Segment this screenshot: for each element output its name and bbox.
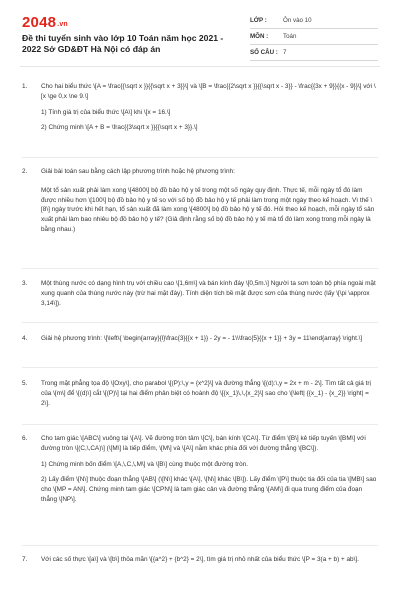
question-part: 1) Chứng minh bốn điểm \[A,\,C,\,M\] và \[B\] cùng thuộc một đường tròn.	[41, 460, 249, 468]
logo-text: 2048	[22, 14, 57, 31]
question-body	[41, 379, 378, 408]
question-body	[41, 555, 378, 565]
question-body	[41, 167, 378, 235]
meta-label: LỚP :	[250, 17, 267, 24]
question-3	[22, 279, 378, 312]
meta-value: 7	[283, 49, 287, 56]
header-divider	[20, 66, 380, 67]
meta-row-class	[250, 13, 378, 29]
question-text: Giải bài toán sau bằng cách lập phương trình hoặc hệ phương trình:	[41, 168, 235, 175]
question-1	[22, 82, 378, 137]
question-number: 6.	[22, 435, 28, 442]
logo-suffix: .vn	[57, 21, 68, 28]
question-6	[22, 434, 378, 509]
question-text: Giải hệ phương trình: \[\left\{ \begin{array}{l}\frac{3}{{x + 1}} - 2y = - 1\\\frac{5}{{x + 1}} + 3y = 11\end{array} \right.\]	[41, 335, 363, 342]
question-text: Với các số thực \[a\] và \[b\] thỏa mãn \[{a^2} + {b^2} = 2\], tìm giá trị nhỏ nhất của biểu thức \[P = 3(a + b) + ab\].	[41, 556, 359, 563]
meta-value: Toán	[283, 33, 297, 40]
site-logo[interactable]	[22, 14, 68, 31]
exam-meta	[250, 13, 378, 61]
question-body	[41, 82, 378, 133]
question-4	[22, 334, 378, 348]
question-text: Cho hai biểu thức \[A = \frac{{\sqrt x }}{{\sqrt x + 3}}\] và \[B = \frac{{2\sqrt x }}{{\sqrt x - 3}} - \frac{{3x + 9}}{{x - 9}}\] với \[x \ge 0,x \ne 9.\]	[41, 83, 376, 100]
question-part: 2) Lấy điểm \[N\] thuộc đoạn thẳng \[AB\] (\[N\] khác \[A\], \[N\] khác \[B\]). Lấy điểm \[P\] thuộc tia đối của tia \[MB\] sao cho \[MP = AN\]. Chứng minh tam giác \[CPN\] là tam giác cân và đường thẳng \[AM\] đi qua trung điểm của đoạn thẳng \[NP\].	[41, 476, 377, 503]
document-title: Đề thi tuyển sinh vào lớp 10 Toán năm học 2021 - 2022 Sở GD&ĐT Hà Nội có đáp án	[22, 33, 224, 54]
question-number: 2.	[22, 168, 28, 175]
meta-label: MÔN :	[250, 33, 269, 40]
meta-row-subject	[250, 29, 378, 45]
meta-row-count	[250, 45, 378, 61]
question-body	[41, 434, 378, 505]
question-text: Cho tam giác \[ABC\] vuông tại \[A\]. Vẽ đường tròn tâm \[C\], bán kính \[CA\]. Từ điểm \[B\] kẻ tiếp tuyến \[BM\] với đường tròn \[(C,\,CA)\] (\[M\] là tiếp điểm, \[M\] và \[A\] nằm khác phía đối với đường thẳng \[BC\]).	[41, 435, 366, 452]
question-part: 1) Tính giá trị của biểu thức \[A\] khi \[x = 16.\]	[41, 108, 171, 116]
meta-label: SỐ CÂU :	[250, 49, 278, 56]
meta-value: Ôn vào 10	[283, 17, 312, 24]
question-number: 4.	[22, 335, 28, 342]
question-5	[22, 379, 378, 412]
question-divider	[22, 545, 378, 546]
question-body	[41, 279, 378, 308]
question-7	[22, 555, 378, 569]
question-divider	[22, 268, 378, 269]
header	[0, 0, 400, 60]
question-number: 7.	[22, 556, 28, 563]
question-divider	[22, 367, 378, 368]
question-text: Một thùng nước có dạng hình trụ với chiều cao \[1,6m\] và bán kính đáy \[0,5m.\] Người ta sơn toàn bộ phía ngoài mặt xung quanh của thùng nước này (trừ hai mặt đáy). Tính diện tích bề mặt được sơn của thùng nước (lấy \[\pi \approx 3,14\]).	[41, 280, 376, 307]
question-number: 5.	[22, 380, 28, 387]
question-number: 1.	[22, 83, 28, 90]
question-text: Trong mặt phẳng tọa độ \[Oxy\], cho parabol \[(P):\,y = {x^2}\] và đường thẳng \[(d):\,y = 2x + m - 2\]. Tìm tất cả giá trị của \[m\] để \[(d)\] cắt \[(P)\] tại hai điểm phân biệt có hoành độ \[{x_1}\,\,{x_2}\] sao cho \[\left| {{x_1} - {x_2}} \right| = 2\].	[41, 380, 371, 407]
question-divider	[22, 424, 378, 425]
question-part: 2) Chứng minh \[A + B = \frac{{3\sqrt x }}{{\sqrt x + 3}}.\]	[41, 124, 198, 132]
question-number: 3.	[22, 280, 28, 287]
question-2	[22, 167, 378, 239]
question-divider	[22, 322, 378, 323]
question-body	[41, 334, 378, 344]
question-divider	[22, 157, 378, 158]
question-paragraph: Một tổ sản xuất phải làm xong \[4800\] bộ đồ bảo hộ y tế trong một số ngày quy định. Thực tế, mỗi ngày tổ đó làm được nhiều hơn \[100\] bộ đồ bảo hộ y tế so với số bộ đồ bảo hộ y tế phải làm trong một ngày theo kế hoạch. Vì thế \[8\] ngày trước khi hết hạn, tổ sản xuất đã làm xong \[4800\] bộ đồ bảo hộ y tế đó. Hỏi theo kế hoạch, mỗi ngày tổ sản xuất phải làm bao nhiêu bộ đồ bảo hộ y tế? (Giả định rằng số bộ đồ bảo hộ y tế mà tổ đó làm xong trong mỗi ngày là bằng nhau.)	[41, 186, 375, 233]
